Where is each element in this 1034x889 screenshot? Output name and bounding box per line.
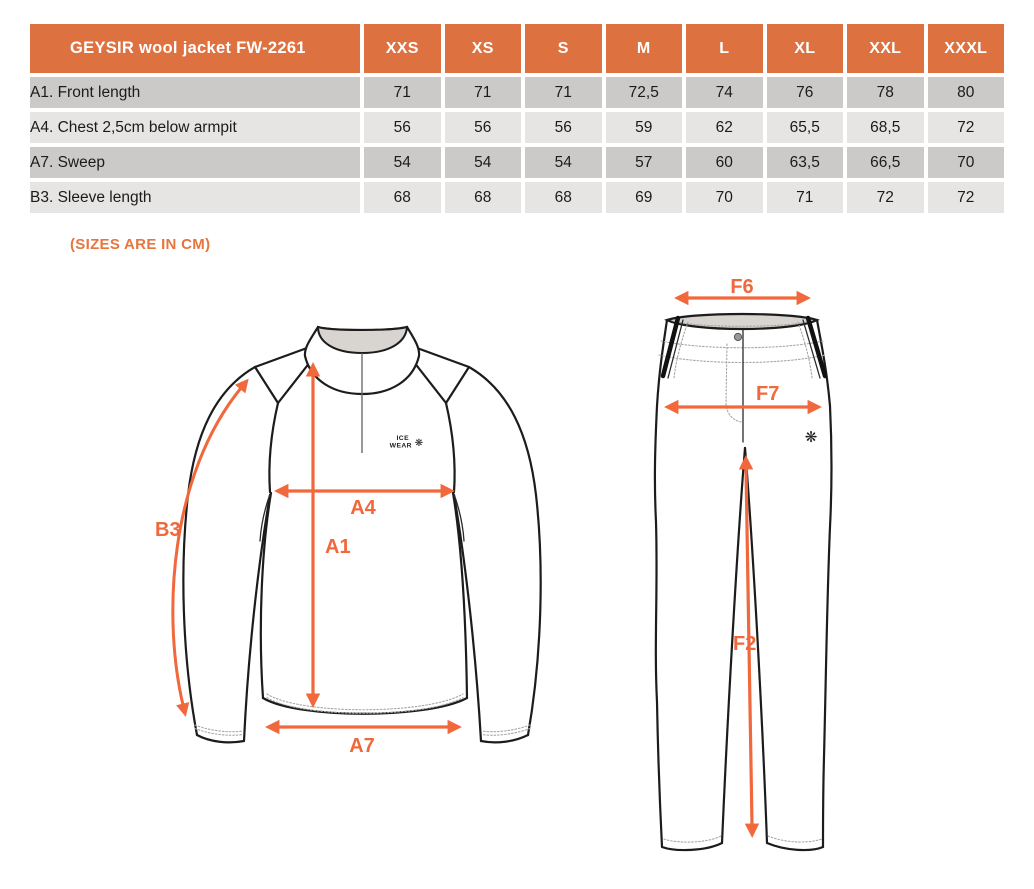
table-row-sweep [30,147,1004,178]
cell-value: 70 [928,147,1005,178]
jacket-body [260,493,467,714]
dimension-label-f6: F6 [730,276,754,298]
jacket-measurement-diagram [140,295,560,775]
cell-value: 72 [847,182,924,213]
waist-button [734,333,741,340]
cell-value: 65,5 [767,112,844,143]
cell-value: 54 [445,147,522,178]
pants-waistband [659,314,825,363]
cell-value: 62 [686,112,763,143]
cell-value: 71 [364,77,441,108]
brand-logo [390,435,424,450]
table-row-chest [30,112,1004,143]
cell-value: 71 [767,182,844,213]
pants-fly [726,330,743,442]
cell-value: 63,5 [767,147,844,178]
size-chart-header-row [30,24,1004,73]
cell-value: 57 [606,147,683,178]
size-chart-table [26,20,1008,217]
cell-value: 54 [525,147,602,178]
cell-value: 71 [445,77,522,108]
cell-value: 70 [686,182,763,213]
size-header-xs: XS [445,24,522,73]
cell-value: 72 [928,112,1005,143]
cell-value: 68 [364,182,441,213]
size-header-m: M [606,24,683,73]
cell-value: 72 [928,182,1005,213]
cell-value: 71 [525,77,602,108]
snowflake-icon: ❋ [804,428,818,446]
row-label: A7. Sweep [30,147,360,178]
size-header-l: L [686,24,763,73]
jacket-left-sleeve [183,367,270,742]
cell-value: 72,5 [606,77,683,108]
row-label: A4. Chest 2,5cm below armpit [30,112,360,143]
size-header-s: S [525,24,602,73]
cell-value: 69 [606,182,683,213]
brand-logo-line2: WEAR [389,442,412,450]
product-title: GEYSIR wool jacket FW-2261 [30,24,360,73]
table-row-sleeve-length [30,182,1004,213]
cell-value: 78 [847,77,924,108]
dimension-label-a4: A4 [350,497,376,519]
cell-value: 68 [445,182,522,213]
row-label: B3. Sleeve length [30,182,360,213]
cell-value: 60 [686,147,763,178]
dimension-label-f2: F2 [733,633,757,655]
cell-value: 54 [364,147,441,178]
dimension-label-a1: A1 [325,536,351,558]
cell-value: 68 [525,182,602,213]
cell-value: 68,5 [847,112,924,143]
dimension-label-a7: A7 [349,735,375,757]
size-header-xl: XL [767,24,844,73]
dimension-label-f7: F7 [756,383,780,405]
cell-value: 74 [686,77,763,108]
cell-value: 76 [767,77,844,108]
cell-value: 56 [525,112,602,143]
cell-value: 56 [445,112,522,143]
cell-value: 80 [928,77,1005,108]
table-row-front-length [30,77,1004,108]
sizes-unit-note: (SIZES ARE IN CM) [70,236,211,253]
cell-value: 59 [606,112,683,143]
snowflake-icon: ❋ [414,438,424,449]
row-label: A1. Front length [30,77,360,108]
pants-measurement-diagram [630,272,860,872]
brand-logo-line1: ICE [396,435,409,442]
size-header-xxxl: XXXL [928,24,1005,73]
cell-value: 66,5 [847,147,924,178]
cell-value: 56 [364,112,441,143]
size-header-xxs: XXS [364,24,441,73]
dimension-label-b3: B3 [155,519,181,541]
size-header-xxl: XXL [847,24,924,73]
